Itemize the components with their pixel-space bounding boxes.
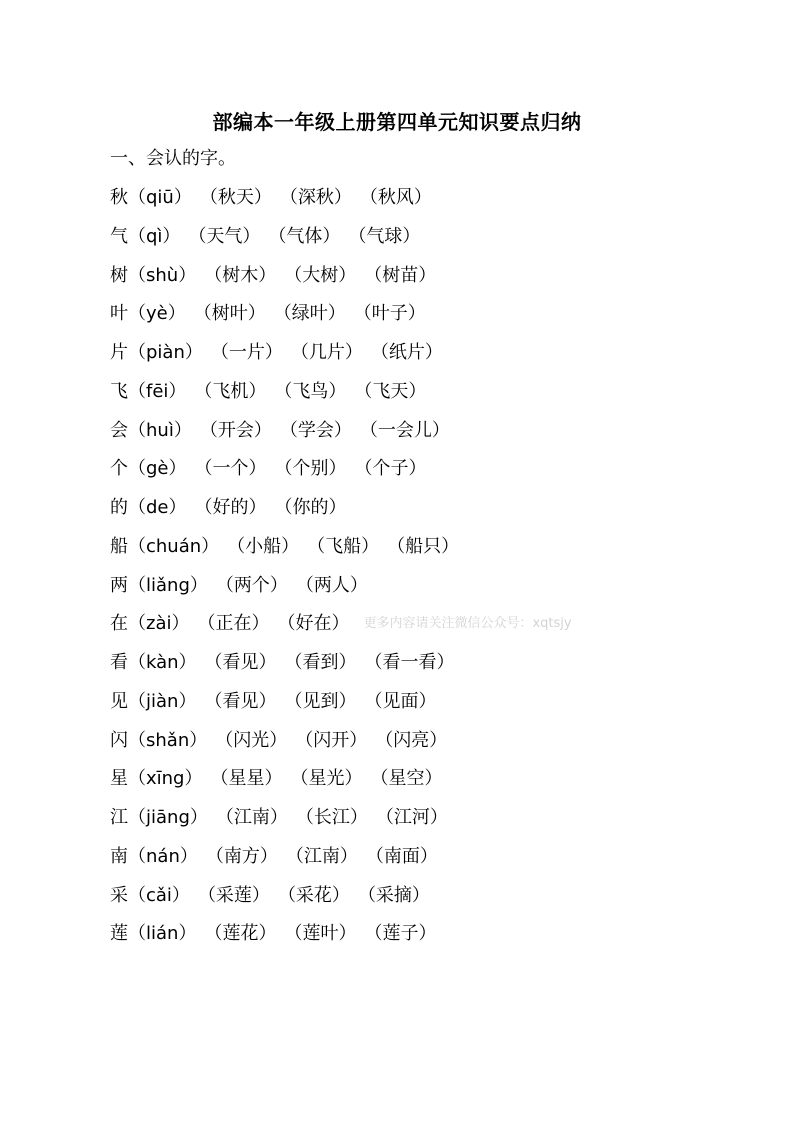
character: 秋: [110, 187, 128, 208]
word: （纸片）: [370, 342, 443, 363]
character-row: [110, 920, 750, 959]
word: （飞船）: [307, 535, 380, 557]
word: （看见）: [204, 652, 277, 673]
word: （采花）: [277, 884, 350, 906]
character: 江: [110, 807, 128, 828]
character: 气: [110, 225, 128, 247]
character: 莲: [110, 923, 128, 945]
word: （一个）: [194, 458, 267, 480]
pinyin: （de）: [128, 497, 187, 518]
character-row: [110, 339, 750, 378]
word: （深秋）: [279, 187, 352, 208]
pinyin: （kàn）: [128, 652, 197, 673]
word: （长江）: [295, 807, 368, 828]
word: （一会儿）: [359, 419, 450, 441]
character-row: [110, 843, 750, 882]
word: （星空）: [370, 768, 443, 790]
character: 飞: [110, 380, 128, 402]
character: 的: [110, 497, 128, 518]
pinyin: （qì）: [128, 225, 181, 247]
character-row: [110, 765, 750, 804]
word: （采摘）: [357, 884, 430, 906]
character: 片: [110, 342, 128, 363]
character: 船: [110, 535, 128, 557]
character-row: [110, 417, 750, 456]
word: （秋风）: [359, 187, 432, 208]
pinyin: （liǎng）: [128, 574, 208, 596]
character: 采: [110, 884, 128, 906]
word: （个子）: [354, 458, 427, 480]
character-row: [110, 378, 750, 417]
word: （莲花）: [204, 923, 277, 945]
character-row: [110, 804, 750, 843]
pinyin: （chuán）: [128, 535, 220, 557]
word: （叶子）: [353, 303, 426, 325]
pinyin: （shù）: [128, 264, 197, 286]
character-row: [110, 262, 750, 301]
character: 见: [110, 690, 128, 712]
character-row: [110, 572, 750, 611]
word: （树木）: [204, 264, 277, 286]
word: （好的）: [194, 497, 267, 518]
pinyin: （huì）: [128, 419, 192, 441]
pinyin: （piàn）: [128, 342, 203, 363]
pinyin: （yè）: [128, 303, 186, 325]
word: （开会）: [199, 419, 272, 441]
word: （看见）: [204, 690, 277, 712]
word: （两人）: [295, 574, 368, 596]
word: （秋天）: [199, 187, 272, 208]
word: （江南）: [285, 845, 358, 867]
word: （绿叶）: [273, 303, 346, 325]
word: （气球）: [348, 225, 421, 247]
word: （一片）: [210, 342, 283, 363]
section-heading: 一、会认的字。: [110, 148, 236, 169]
word: （闪亮）: [375, 729, 448, 751]
word: （江河）: [375, 807, 448, 828]
character: 会: [110, 419, 128, 441]
pinyin: （nán）: [128, 845, 198, 867]
word: （飞机）: [194, 380, 267, 402]
character: 树: [110, 264, 128, 286]
character: 个: [110, 458, 128, 480]
word: （几片）: [290, 342, 363, 363]
character-row: [110, 610, 750, 649]
word: （好在）: [277, 613, 350, 635]
character: 看: [110, 652, 128, 673]
word: （看一看）: [364, 652, 455, 673]
word: （飞鸟）: [274, 380, 347, 402]
pinyin: （qiū）: [128, 187, 192, 208]
word: （飞天）: [354, 380, 427, 402]
word: （天气）: [188, 225, 261, 247]
character: 南: [110, 845, 128, 867]
character-row: [110, 533, 750, 572]
pinyin: （jiàn）: [128, 690, 197, 712]
word: （南面）: [365, 845, 438, 867]
pinyin: （shǎn）: [128, 729, 208, 751]
word: （莲叶）: [284, 923, 357, 945]
word: （你的）: [274, 497, 347, 518]
word: （见面）: [364, 690, 437, 712]
word: （闪光）: [215, 729, 288, 751]
character-row: [110, 223, 750, 262]
pinyin: （jiāng）: [128, 807, 208, 828]
word: （个别）: [274, 458, 347, 480]
word: （南方）: [205, 845, 278, 867]
word: （见到）: [284, 690, 357, 712]
word: （江南）: [215, 807, 288, 828]
character: 星: [110, 768, 128, 790]
pinyin: （xīng）: [128, 768, 203, 790]
character-row: [110, 494, 750, 533]
character-list: [110, 184, 750, 959]
pinyin: （cǎi）: [128, 884, 190, 906]
character: 闪: [110, 729, 128, 751]
word: （闪开）: [295, 729, 368, 751]
character: 在: [110, 613, 128, 635]
character-row: [110, 455, 750, 494]
word: （小船）: [227, 535, 300, 557]
word: （星星）: [210, 768, 283, 790]
character-row: [110, 727, 750, 766]
character: 叶: [110, 303, 128, 325]
word: （树叶）: [193, 303, 266, 325]
word: （星光）: [290, 768, 363, 790]
pinyin: （zài）: [128, 613, 190, 635]
character-row: [110, 649, 750, 688]
word: （气体）: [268, 225, 341, 247]
word: （大树）: [284, 264, 357, 286]
word: （船只）: [387, 535, 460, 557]
word: （学会）: [279, 419, 352, 441]
watermark-text: 更多内容请关注微信公众号：xqtsjy: [363, 616, 572, 632]
word: （莲子）: [364, 923, 437, 945]
word: （两个）: [215, 574, 288, 596]
pinyin: （gè）: [128, 458, 187, 480]
pinyin: （lián）: [128, 923, 197, 945]
word: （树苗）: [364, 264, 437, 286]
character-row: [110, 882, 750, 921]
word: （采莲）: [197, 884, 270, 906]
page-title: 部编本一年级上册第四单元知识要点归纳: [212, 110, 582, 134]
character-row: [110, 688, 750, 727]
pinyin: （fēi）: [128, 380, 187, 402]
character-row: [110, 300, 750, 339]
character-row: [110, 184, 750, 223]
character: 两: [110, 574, 128, 596]
word: （正在）: [197, 613, 270, 635]
word: （看到）: [284, 652, 357, 673]
